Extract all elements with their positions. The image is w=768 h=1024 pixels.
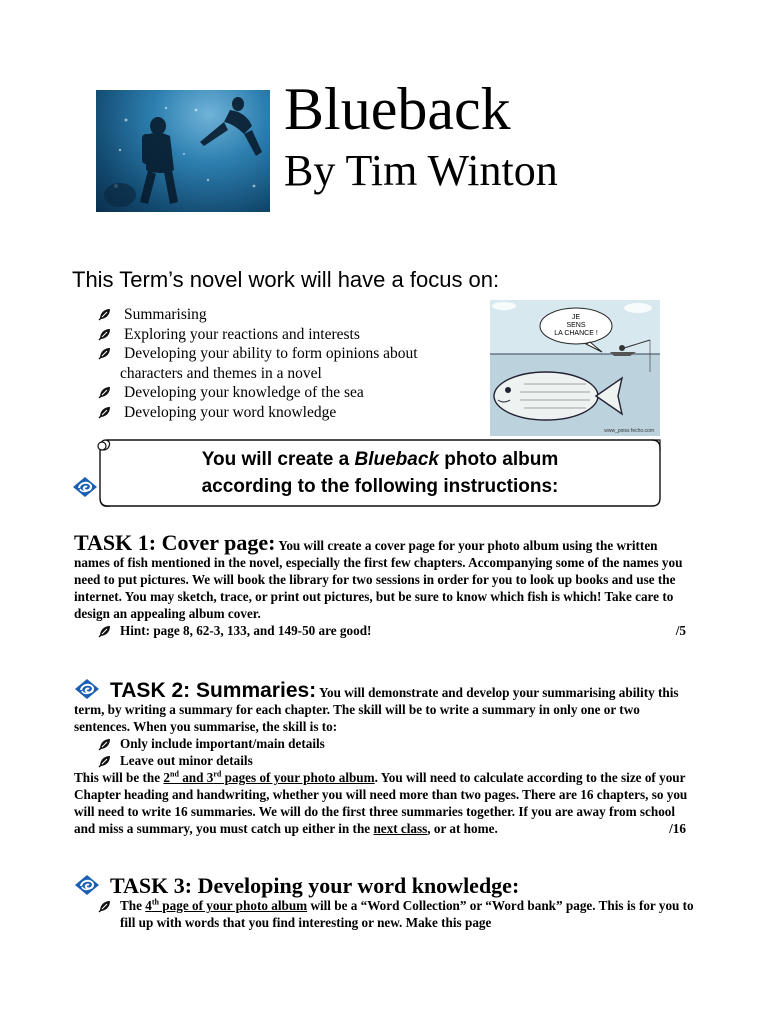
- list-item-text: Developing your knowledge of the sea: [124, 384, 364, 402]
- divers-illustration: [96, 90, 270, 212]
- list-item: [98, 383, 488, 403]
- list-item-text: Developing your ability to form opinions about: [124, 345, 418, 363]
- task-3-heading: TASK 3: Developing your word knowledge:: [110, 873, 520, 898]
- task-1: [74, 530, 694, 639]
- task-2-pages-underlined: [163, 770, 374, 785]
- leaf-bullet-icon: [98, 327, 112, 341]
- page-title: Blueback: [284, 76, 511, 142]
- banner-title-italic: Blueback: [354, 449, 439, 470]
- leaf-bullet-icon: [98, 624, 112, 638]
- task-1-text: You will create a cover page for your photo album using the written names of fish mentioned in the novel, especially the first few chapters. Accompanying some of the names you need to put pictures. We will book the library for two sessions in order for you to look up books and use the internet. You may sketch, trace, or print out pictures, but be sure to know which fish is which! Take care to design an appealing album cover.: [74, 538, 683, 621]
- speech-line: SENS: [566, 322, 586, 329]
- instructions-banner: [80, 436, 670, 512]
- list-item: [98, 305, 488, 325]
- banner-text-part: You will create a: [201, 449, 355, 470]
- task-2-list: [98, 735, 694, 769]
- task-3-list: [98, 897, 694, 931]
- leaf-bullet-icon: [98, 737, 112, 751]
- task-2-text: This will be the: [74, 770, 164, 785]
- list-item: [98, 752, 694, 769]
- list-item-text: Developing your word knowledge: [124, 403, 337, 421]
- swirl-icon: [74, 874, 100, 896]
- leaf-bullet-icon: [98, 307, 112, 321]
- task-2: [74, 678, 694, 837]
- list-item: [98, 344, 488, 364]
- leaf-bullet-icon: [98, 754, 112, 768]
- task-3-text: will be a “Word Collection” or “Word bank” page. This is for you to fill up with words that you find interesting or new. Make this page: [120, 898, 694, 930]
- list-item: [98, 897, 694, 931]
- task-2-score: /16: [669, 821, 686, 836]
- ordinal-suffix: rd: [213, 769, 222, 779]
- swirl-icon: [72, 476, 98, 498]
- ordinal-suffix: nd: [170, 769, 179, 779]
- cartoon-credit: www_poiss fecho.com: [604, 428, 654, 434]
- task-2-body: [74, 678, 694, 735]
- leaf-bullet-icon: [98, 346, 112, 360]
- intro-text: This Term’s novel work will have a focus on:: [72, 267, 500, 292]
- pages-label: pages of your photo album: [221, 770, 375, 785]
- banner-text-part: photo album: [438, 449, 559, 470]
- list-item-continued: [98, 364, 488, 384]
- list-item: [98, 735, 694, 752]
- ordinal-suffix: th: [151, 897, 159, 907]
- task-1-body: [74, 530, 694, 622]
- list-item: [98, 325, 488, 345]
- pages-label: page of your photo album: [159, 898, 308, 913]
- banner-text: [120, 446, 640, 500]
- leaf-bullet-icon: [98, 899, 112, 913]
- list-item: [98, 403, 488, 423]
- page-subtitle: By Tim Winton: [284, 146, 558, 195]
- page-number: 4: [145, 898, 152, 913]
- leaf-bullet-icon: [98, 405, 112, 419]
- task-2-heading: TASK 2: Summaries:: [110, 679, 317, 702]
- page-number: and 3: [178, 770, 214, 785]
- task-2-text: , or at home.: [427, 821, 498, 836]
- banner-line-2: according to the following instructions:: [201, 476, 559, 497]
- fish-cartoon-illustration: [490, 300, 660, 436]
- divers-photo: [96, 90, 270, 212]
- task-2-paragraph: [74, 769, 694, 837]
- focus-list: [98, 305, 488, 423]
- fish-cartoon: [490, 300, 660, 436]
- next-class-underlined: next class: [373, 821, 428, 836]
- task-1-score: /5: [675, 623, 686, 638]
- task-2-text: You will demonstrate and develop your summarising ability this term, by writing a summary for each chapter. The skill will be to write a summary in only one or two sentences. When you summarise, the skill is to:: [74, 685, 679, 734]
- list-item-text: Only include important/main details: [120, 736, 325, 751]
- list-item-text: Leave out minor details: [120, 753, 253, 768]
- task-1-heading: TASK 1: Cover page:: [74, 530, 276, 555]
- speech-line: LA CHANCE !: [554, 330, 598, 337]
- list-item-text: Exploring your reactions and interests: [124, 325, 360, 343]
- task-1-hint: Hint: page 8, 62-3, 133, and 149-50 are good!: [120, 623, 372, 638]
- speech-line: JE: [571, 314, 581, 321]
- list-item-text: characters and themes in a novel: [120, 364, 322, 382]
- list-item: [98, 622, 694, 639]
- task-2-text: . You will need to calculate according to the size of your Chapter heading and handwriting, whether you will need more than two pages. There are 16 chapters, so you will need to write 16 summaries. We will do the first three summaries together. If you are away from school and miss a summary, you must catch up either in the: [74, 770, 688, 836]
- task-3-page-underlined: [145, 898, 307, 913]
- task-3-header: [74, 874, 694, 897]
- list-item-text: Summarising: [124, 306, 207, 323]
- leaf-bullet-icon: [98, 385, 112, 399]
- page-number: 2: [163, 770, 170, 785]
- task-3-text: The: [120, 898, 146, 913]
- task-1-hint-list: [98, 622, 694, 639]
- swirl-icon: [74, 678, 100, 700]
- task-3: [74, 874, 694, 931]
